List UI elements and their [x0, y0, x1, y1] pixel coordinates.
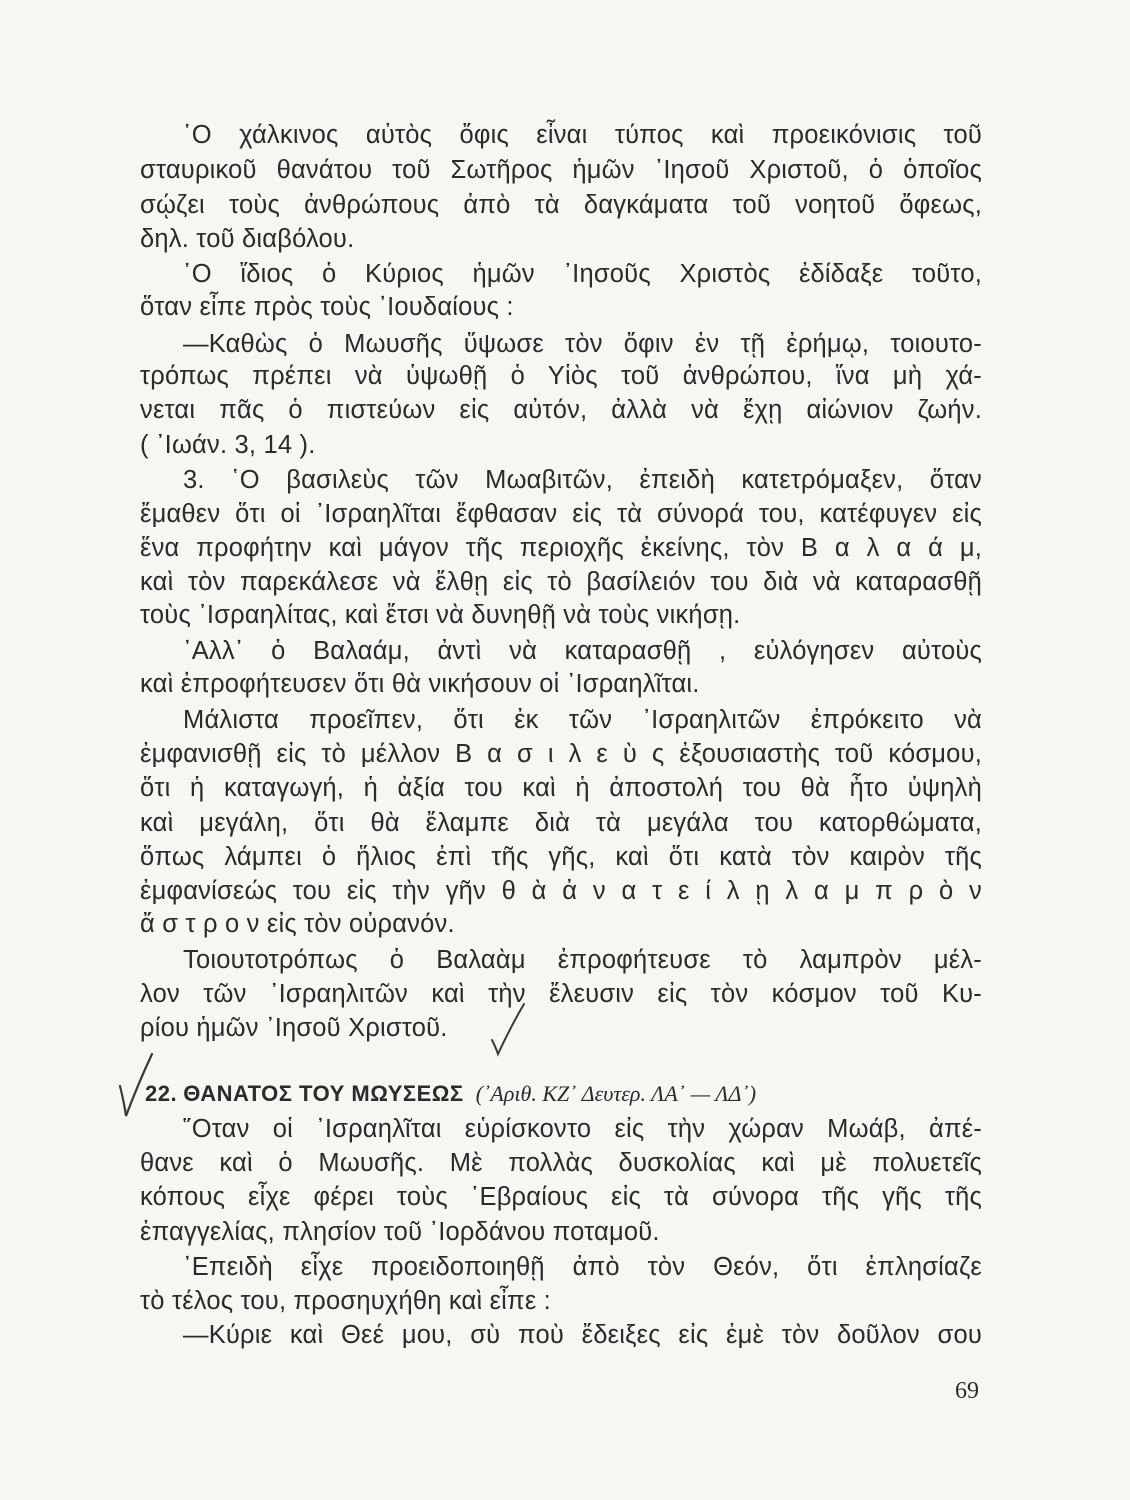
text-line: ῾Ο ἴδιος ὁ Κύριος ἡμῶν ᾿Ιησοῦς Χριστὸς ἐδίδαξε τοῦτο, — [183, 260, 982, 288]
text-line: ὅπως λάμπει ὁ ἥλιος ἐπὶ τῆς γῆς, καὶ ὅτι κατὰ τὸν καιρὸν τῆς — [140, 843, 982, 871]
text-line: σταυρικοῦ θανάτου τοῦ Σωτῆρος ἡμῶν ᾿Ιησοῦ Χριστοῦ, ὁ ὁποῖος — [140, 156, 982, 184]
text-line: καὶ ἐπροφήτευσεν ὅτι θὰ νικήσουν οἱ ᾿Ισραηλῖται. — [140, 670, 700, 698]
text-line: ( ᾿Ιωάν. 3, 14 ). — [140, 431, 316, 459]
text-line: τὸ τέλος του, προσηυχήθη καὶ εἶπε : — [140, 1287, 551, 1315]
text-line: λον τῶν ᾿Ισραηλιτῶν καὶ τὴν ἔλευσιν εἰς τὸν κόσμον τοῦ Κυ- — [140, 980, 982, 1008]
section-title: ΘΑΝΑΤΟΣ ΤΟΥ ΜΩΥΣΕΩΣ — [183, 1081, 464, 1106]
text-line: ῾Ο χάλκινος αὐτὸς ὄφις εἶναι τύπος καὶ προεικόνισις τοῦ — [183, 121, 982, 149]
text-line: ρίου ἡμῶν ᾿Ιησοῦ Χριστοῦ. — [140, 1014, 448, 1042]
text-line: Τοιουτοτρόπως ὁ Βαλαὰμ ἐπροφήτευσε τὸ λαμπρὸν μέλ- — [183, 946, 982, 974]
section-number: 22. — [145, 1081, 178, 1106]
text-line: κόπους εἶχε φέρει τοὺς ῾Εβραίους εἰς τὰ σύνορα τῆς γῆς τῆς — [140, 1183, 982, 1211]
text-line: δηλ. τοῦ διαβόλου. — [140, 225, 355, 253]
text-line: τρόπως πρέπει νὰ ὑψωθῇ ὁ Υἱὸς τοῦ ἀνθρώπου, ἵνα μὴ χά- — [140, 362, 982, 390]
text-line: ἔμαθεν ὅτι οἱ ᾿Ισραηλῖται ἔφθασαν εἰς τὰ σύνορά του, κατέφυγεν εἰς — [140, 500, 982, 528]
text-line: —Κύριε καὶ Θεέ μου, σὺ ποὺ ἔδειξες εἰς ἐμὲ τὸν δοῦλον σου — [183, 1321, 982, 1349]
section-reference: (᾿Αριθ. ΚΖ᾿ Δευτερ. ΛΑ᾿ — ΛΔ᾿) — [475, 1081, 757, 1106]
text-line: —Καθὼς ὁ Μωυσῆς ὕψωσε τὸν ὄφιν ἐν τῇ ἐρήμῳ, τοιουτο- — [183, 330, 982, 358]
text-line: σῴζει τοὺς ἀνθρώπους ἀπὸ τὰ δαγκάματα τοῦ νοητοῦ ὄφεως, — [140, 191, 982, 219]
text-line: 3. ῾Ο βασιλεὺς τῶν Μωαβιτῶν, ἐπειδὴ κατετρόμαξεν, ὅταν — [183, 466, 982, 494]
text-line: ᾿Επειδὴ εἶχε προειδοποιηθῇ ἀπὸ τὸν Θεόν, ὅτι ἐπλησίαζε — [183, 1253, 982, 1281]
text-line: θανε καὶ ὁ Μωυσῆς. Μὲ πολλὰς δυσκολίας καὶ μὲ πολυετεῖς — [140, 1149, 982, 1177]
text-line: Μάλιστα προεῖπεν, ὅτι ἐκ τῶν ᾿Ισραηλιτῶν ἐπρόκειτο νὰ — [183, 706, 982, 734]
text-line: ἐπαγγελίας, πλησίον τοῦ ᾿Ιορδάνου ποταμοῦ. — [140, 1218, 660, 1246]
text-line: ἐμφανισθῇ εἰς τὸ μέλλον Β α σ ι λ ε ὺ ς ἐξουσιαστὴς τοῦ κόσμου, — [140, 740, 982, 768]
text-line: ἐμφανίσεώς του εἰς τὴν γῆν θ ὰ ἀ ν α τ ε ί λ ῃ λ α μ π ρ ὸ ν — [140, 877, 982, 905]
text-line: ἕνα προφήτην καὶ μάγον τῆς περιοχῆς ἐκείνης, τὸν Β α λ α ά μ, — [140, 534, 982, 562]
text-line: ἄ σ τ ρ ο ν εἰς τὸν οὐρανόν. — [140, 910, 455, 938]
text-line: καὶ μεγάλη, ὅτι θὰ ἔλαμπε διὰ τὰ μεγάλα του κατορθώματα, — [140, 809, 982, 837]
section-heading — [145, 1077, 756, 1111]
text-line: νεται πᾶς ὁ πιστεύων εἰς αὐτόν, ἀλλὰ νὰ ἔχῃ αἰώνιον ζωήν. — [140, 396, 982, 424]
text-line: ῞Οταν οἱ ᾿Ισραηλῖται εὑρίσκοντο εἰς τὴν χώραν Μωάβ, ἀπέ- — [183, 1115, 982, 1143]
page-number: 69 — [955, 1378, 979, 1404]
text-line: καὶ τὸν παρεκάλεσε νὰ ἔλθῃ εἰς τὸ βασίλειόν του διὰ νὰ καταρασθῇ — [140, 568, 982, 596]
text-line: τοὺς ᾿Ισραηλίτας, καὶ ἔτσι νὰ δυνηθῇ νὰ τοὺς νικήσῃ. — [140, 601, 741, 629]
text-line: ὅτι ἡ καταγωγή, ἡ ἀξία του καὶ ἡ ἀποστολή του θὰ ἦτο ὑψηλὴ — [140, 774, 982, 802]
text-line: ᾿Αλλ᾿ ὁ Βαλαάμ, ἀντὶ νὰ καταρασθῇ , εὐλόγησεν αὐτοὺς — [183, 637, 982, 665]
text-line: ὅταν εἶπε πρὸς τοὺς ᾿Ιουδαίους : — [140, 293, 514, 321]
